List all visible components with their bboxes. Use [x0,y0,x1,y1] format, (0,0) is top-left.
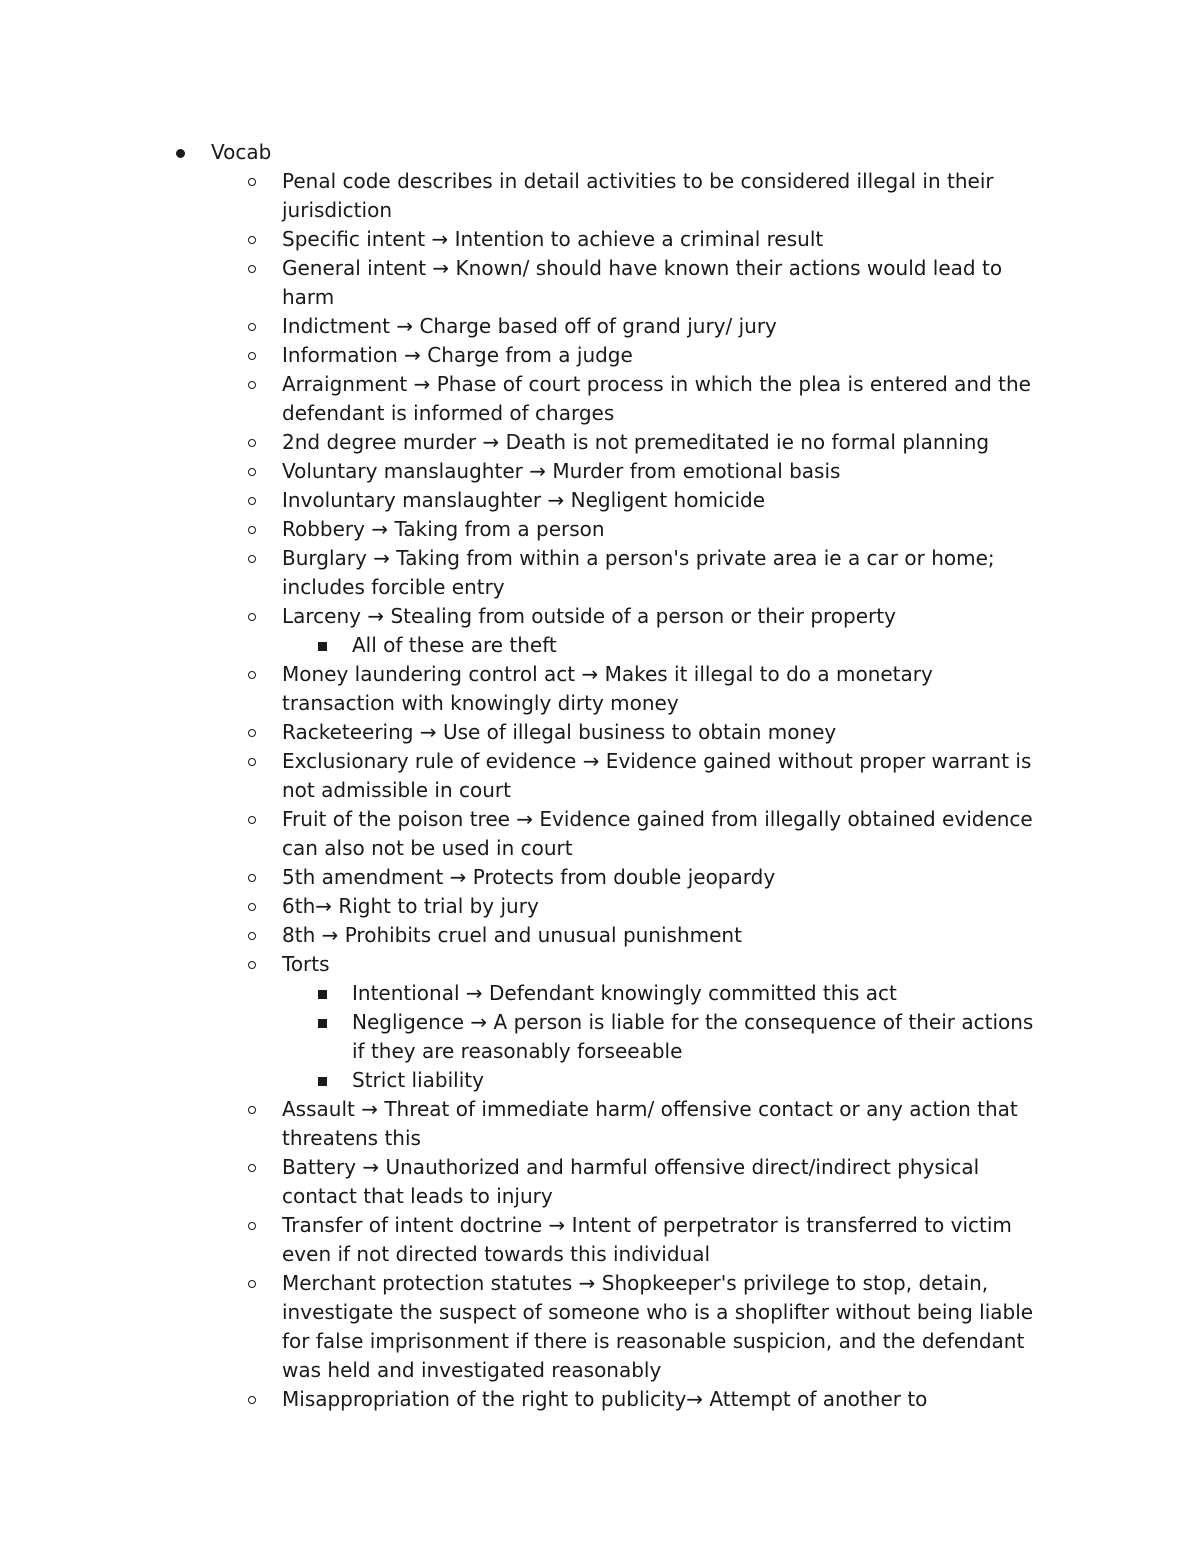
list-item [0,921,1052,950]
circle-bullet-icon [248,1280,256,1288]
list-item-text: Specific intent → Intention to achieve a criminal result [282,227,824,251]
list-item-text: Voluntary manslaughter → Murder from emotional basis [282,459,841,483]
list-item [0,515,1052,544]
circle-bullet-icon [248,1222,256,1230]
list-item [0,1211,1052,1269]
list-item [0,428,1052,457]
list-item-text: Fruit of the poison tree → Evidence gained from illegally obtained evidence can also not be used in court [282,807,1033,860]
circle-bullet-icon [248,671,256,679]
list-item-text: Information → Charge from a judge [282,343,633,367]
circle-bullet-icon [248,352,256,360]
circle-bullet-icon [248,961,256,969]
circle-bullet-icon [248,236,256,244]
circle-bullet-icon [248,874,256,882]
list-item [0,341,1052,370]
list-item-text: General intent → Known/ should have known their actions would lead to harm [282,256,1003,309]
list-item [0,1153,1052,1211]
circle-bullet-icon [248,439,256,447]
disc-bullet-icon [176,149,185,158]
list-item-text: 2nd degree murder → Death is not premeditated ie no formal planning [282,430,990,454]
list-item-text: Arraignment → Phase of court process in which the plea is entered and the defendant is informed of charges [282,372,1031,425]
list-item [0,225,1052,254]
list-item-text: Exclusionary rule of evidence → Evidence gained without proper warrant is not admissible in court [282,749,1032,802]
circle-bullet-icon [248,468,256,476]
list-item [0,1008,1052,1066]
circle-bullet-icon [248,729,256,737]
list-item [0,457,1052,486]
list-item [0,747,1052,805]
list-item [0,950,1052,979]
circle-bullet-icon [248,526,256,534]
circle-bullet-icon [248,1106,256,1114]
circle-bullet-icon [248,613,256,621]
list-item [0,1066,1052,1095]
list-item [0,1095,1052,1153]
circle-bullet-icon [248,497,256,505]
list-item-text: Indictment → Charge based off of grand jury/ jury [282,314,777,338]
list-item [0,486,1052,515]
vocab-outline [0,138,1200,1414]
list-item-text: Negligence → A person is liable for the consequence of their actions if they are reasonably forseeable [352,1010,1034,1063]
list-item-text: Strict liability [352,1068,484,1092]
circle-bullet-icon [248,178,256,186]
list-item [0,863,1052,892]
list-item-text: Transfer of intent doctrine → Intent of perpetrator is transferred to victim even if not directed towards this individual [282,1213,1012,1266]
square-bullet-icon [318,990,327,999]
circle-bullet-icon [248,816,256,824]
list-item [0,892,1052,921]
outline-heading [0,138,1051,167]
circle-bullet-icon [248,758,256,766]
circle-bullet-icon [248,903,256,911]
list-item-text: 5th amendment → Protects from double jeopardy [282,865,776,889]
list-item [0,602,1052,631]
list-item-text: Burglary → Taking from within a person's private area ie a car or home; includes forcible entry [282,546,995,599]
list-item-text: Robbery → Taking from a person [282,517,605,541]
list-item [0,312,1052,341]
list-item-text: Torts [282,952,330,976]
list-item [0,254,1052,312]
circle-bullet-icon [248,932,256,940]
list-item-text: Merchant protection statutes → Shopkeeper's privilege to stop, detain, investigate the suspect of someone who is a shoplifter without being liable for false imprisonment if there is reasonable suspicion, and the defendant was held and investigated reasonably [282,1271,1034,1382]
list-item-text: Intentional → Defendant knowingly committed this act [352,981,897,1005]
list-item-text: All of these are theft [352,633,557,657]
list-item [0,167,1052,225]
list-item-text: Larceny → Stealing from outside of a person or their property [282,604,896,628]
list-item-text: Racketeering → Use of illegal business to obtain money [282,720,837,744]
square-bullet-icon [318,642,327,651]
list-item [0,370,1052,428]
list-item [0,1269,1052,1385]
list-item-text: Misappropriation of the right to publicity→ Attempt of another to [282,1387,928,1411]
list-item [0,805,1052,863]
circle-bullet-icon [248,1396,256,1404]
list-item [0,979,1052,1008]
circle-bullet-icon [248,1164,256,1172]
heading-text: Vocab [211,140,272,164]
list-item-text: 6th→ Right to trial by jury [282,894,539,918]
list-item [0,631,1052,660]
list-item-text: Money laundering control act → Makes it illegal to do a monetary transaction with knowingly dirty money [282,662,933,715]
circle-bullet-icon [248,265,256,273]
list-item-text: Battery → Unauthorized and harmful offensive direct/indirect physical contact that leads to injury [282,1155,980,1208]
circle-bullet-icon [248,381,256,389]
list-item-text: Involuntary manslaughter → Negligent homicide [282,488,766,512]
circle-bullet-icon [248,323,256,331]
square-bullet-icon [318,1077,327,1086]
list-item-text: Assault → Threat of immediate harm/ offensive contact or any action that threatens this [282,1097,1018,1150]
list-item-text: 8th → Prohibits cruel and unusual punishment [282,923,742,947]
outline-items [0,167,1200,1414]
list-item-text: Penal code describes in detail activities to be considered illegal in their jurisdiction [282,169,994,222]
square-bullet-icon [318,1019,327,1028]
list-item [0,544,1052,602]
list-item [0,660,1052,718]
circle-bullet-icon [248,555,256,563]
list-item [0,718,1052,747]
list-item [0,1385,1052,1414]
